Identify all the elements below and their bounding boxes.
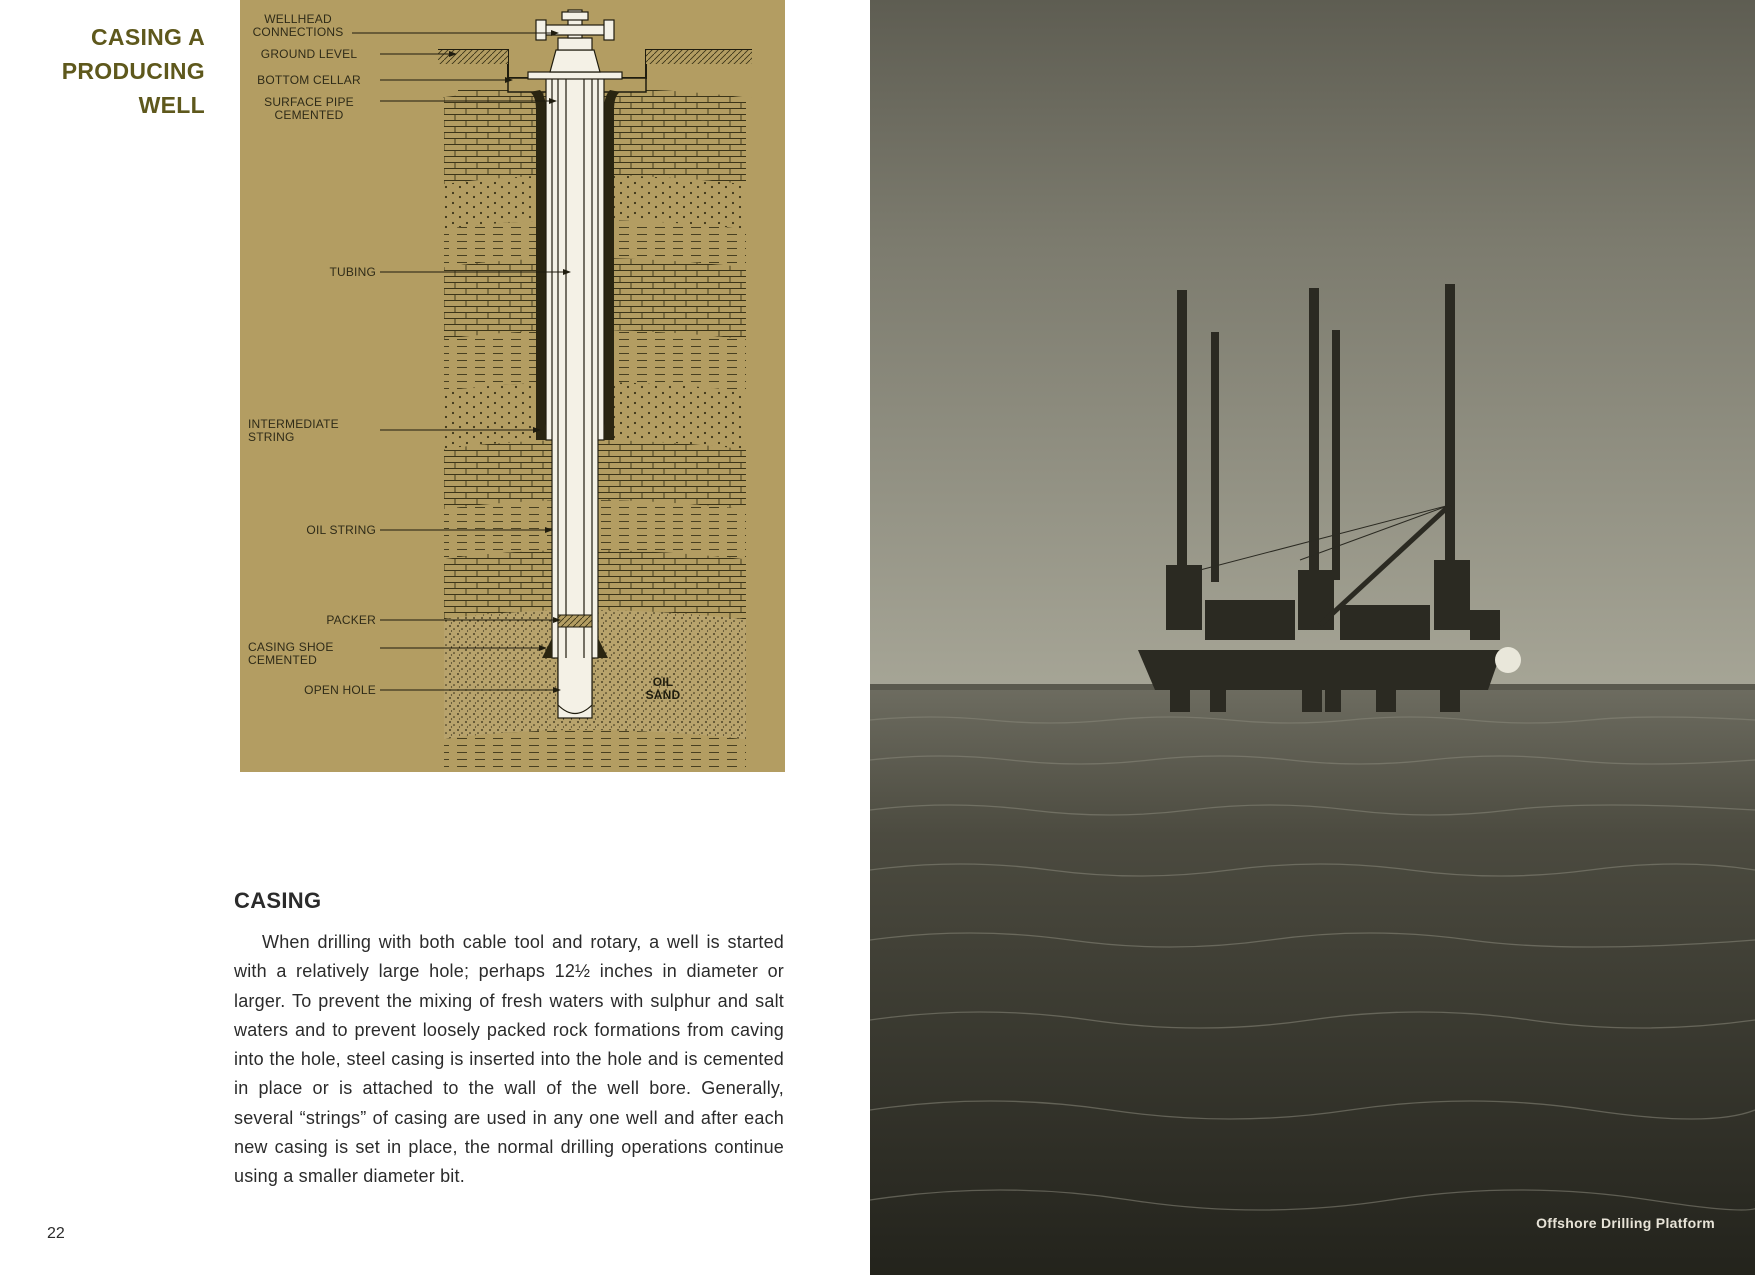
label-surface-pipe-cemented <box>242 96 376 122</box>
label-line: INTERMEDIATE <box>248 417 339 431</box>
label-tubing: TUBING <box>329 265 376 279</box>
label-oil-string: OIL STRING <box>306 523 376 537</box>
left-page <box>0 0 870 1275</box>
label-line: CASING SHOE <box>248 640 334 654</box>
label-bottom-cellar: BOTTOM CELLAR <box>257 73 361 87</box>
label-line: CONNECTIONS <box>252 25 344 39</box>
label-ground-level: GROUND LEVEL <box>260 47 358 61</box>
label-line: SURFACE PIPE <box>264 95 354 109</box>
label-open-hole: OPEN HOLE <box>304 683 376 697</box>
section-title <box>40 20 205 122</box>
label-line: SAND <box>645 688 681 702</box>
label-line: STRING <box>248 430 295 444</box>
section-title-line-1: CASING A <box>91 24 205 50</box>
label-casing-shoe-cemented <box>248 641 378 667</box>
page-number: 22 <box>47 1225 65 1242</box>
label-line: WELLHEAD <box>264 12 332 26</box>
label-intermediate-string <box>248 418 378 444</box>
section-title-line-2: PRODUCING <box>61 58 205 84</box>
well-casing-diagram <box>240 0 785 772</box>
label-wellhead-connections <box>246 13 350 39</box>
right-page <box>870 0 1755 1275</box>
setting-sun <box>1495 647 1521 673</box>
label-line: CEMENTED <box>274 108 344 122</box>
offshore-platform-photo <box>870 0 1755 1275</box>
label-line: CEMENTED <box>248 653 317 667</box>
casing-heading: CASING <box>234 888 322 913</box>
label-oil-sand <box>638 676 688 702</box>
casing-body-text: When drilling with both cable tool and rotary, a well is started with a relatively large hole; perhaps 12½ inches in diameter or larger. To prevent the mixing of fresh waters with sulphur and salt waters and to prevent loosely packed rock formations from caving into the hole, steel casing is inserted into the hole and is cemented in place or is attached to the wall of the well bore. Generally, several “strings” of casing are used in any one well and after each new casing is set in place, the normal drilling operations continue using a smaller diameter bit. <box>234 932 784 1187</box>
sea <box>870 688 1755 1275</box>
photo-caption: Offshore Drilling Platform <box>1536 1215 1715 1231</box>
label-packer: PACKER <box>326 613 376 627</box>
label-line: OIL <box>652 675 674 689</box>
section-title-line-3: WELL <box>138 92 205 118</box>
